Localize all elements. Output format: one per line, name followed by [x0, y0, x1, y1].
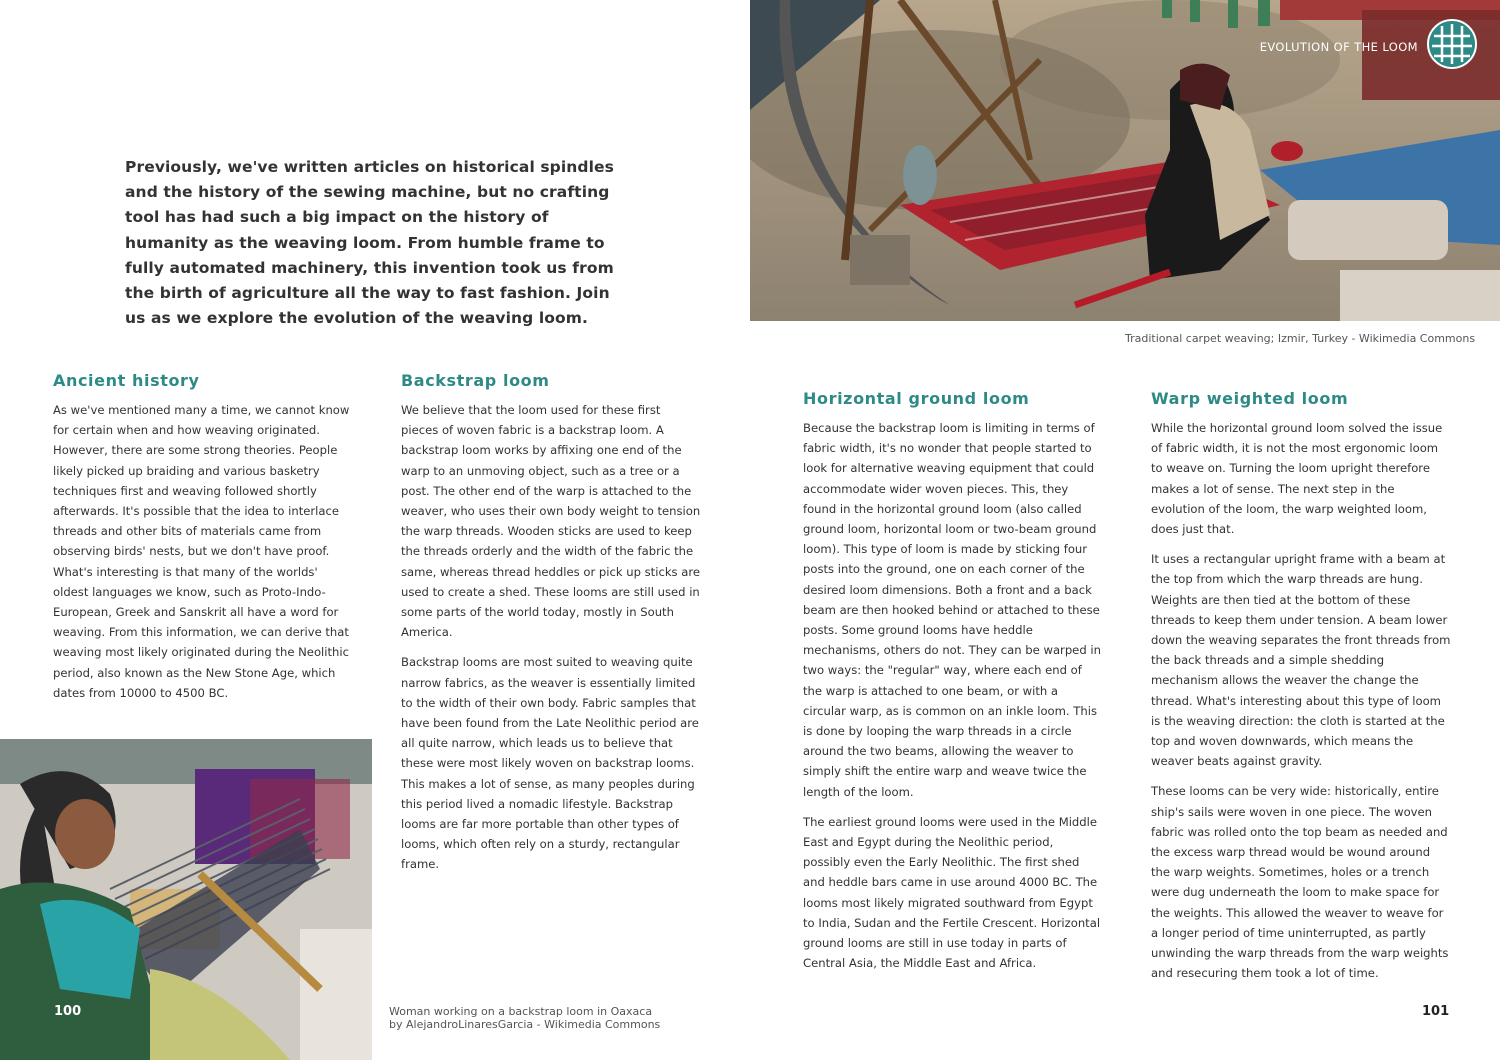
- paragraph: Because the backstrap loom is limiting in terms of fabric width, it's no wonder that people started to look for alternative weaving equipment that could accommodate wider woven pieces. This, they found in the horizontal ground loom (also called ground loom, horizontal loom or two-beam ground loom). This type of loom is made by sticking four posts into the ground, one on each corner of the desired loom dimensions. Both a front and a back beam are then hooked behind or attached to these posts. Some ground looms have heddle mechanisms, others do not. They can be warped in two ways: the "regular" way, where each end of the warp is attached to one beam, or with a circular warp, as is common on an inkle loom. This is done by looping the warp threads in a circle around the two beams, allowing the weaver to simply shift the entire warp and weave twice the length of the loom.: [803, 421, 1101, 799]
- paragraph: The earliest ground looms were used in the Middle East and Egypt during the Neolithic period, possibly even the Early Neolithic. The first shed and heddle bars came in use around 4000 BC. The looms most likely migrated southward from Egypt to India, Sudan and the Fertile Crescent. Horizontal ground looms are still in use today in parts of Central Asia, the Middle East and Africa.: [803, 814, 1101, 971]
- section-heading: Backstrap loom: [401, 371, 550, 390]
- paragraph: As we've mentioned many a time, we cannot know for certain when and how weaving originated. However, there are some strong theories. People likely picked up braiding and various basketry techniques first and weaving followed shortly afterwards. It's possible that the idea to interlace threads and other bits of materials came from observing birds' nests, but we don't have proof. What's interesting is that many of the worlds' oldest languages we know, such as Proto-Indo-European, Greek and Sanskrit all have a word for weaving. From this information, we can derive that weaving most likely originated during the Neolithic period, also known as the New Stone Age, which dates from 10000 to 4500 BC.: [53, 403, 350, 700]
- backstrap-loom-photo: [0, 739, 372, 1060]
- paragraph: While the horizontal ground loom solved the issue of fabric width, it is not the most ergonomic loom to weave on. Turning the loom upright therefore makes a lot of sense. The next step in the evolution of the loom, the warp weighted loom, does just that.: [1151, 421, 1443, 537]
- section-warp-weighted-loom: [1151, 388, 1451, 993]
- section-heading: Ancient history: [53, 371, 200, 390]
- section-backstrap-loom: [401, 370, 701, 885]
- section-heading: Warp weighted loom: [1151, 389, 1349, 408]
- paragraph: Backstrap looms are most suited to weaving quite narrow fabrics, as the weaver is essentially limited to the width of their own body. Fabric samples that have been found from the Late Neolithic period are all quite narrow, which leads us to believe that these were most likely woven on backstrap looms. This makes a lot of sense, as many peoples during this period lived a nomadic lifestyle. Backstrap looms are far more portable than other types of looms, which often rely on a sturdy, rectangular frame.: [401, 655, 699, 872]
- section-heading: Horizontal ground loom: [803, 389, 1030, 408]
- intro-paragraph: Previously, we've written articles on historical spindles and the history of the sewing machine, but no crafting tool has had such a big impact on the history of humanity as the weaving loom. From humble frame to fully automated machinery, this invention took us from the birth of agriculture all the way to fast fashion. Join us as we explore the evolution of the weaving loom.: [125, 158, 614, 328]
- paragraph: These looms can be very wide: historically, entire ship's sails were woven in one piece. The woven fabric was rolled onto the top beam as needed and the excess warp thread would be wound around the warp weights. Sometimes, holes or a trench were dug underneath the loom to make space for the weights. This allowed the weaver to weave for a longer period of time uninterrupted, as partly unwinding the warp threads from the warp weights and resecuring them took a lot of time.: [1151, 784, 1449, 981]
- section-horizontal-ground-loom: [803, 388, 1103, 983]
- paragraph: It uses a rectangular upright frame with a beam at the top from which the warp threads are hung. Weights are then tied at the bottom of these threads to keep them under tension. A beam lower down the weaving separates the front threads from the back threads and a simple shedding mechanism allows the weaver the change the thread. What's interesting about this type of loom is the weaving direction: the cloth is started at the top and woven downwards, which means the weaver beats against gravity.: [1151, 552, 1451, 769]
- page-number-right: 101: [1422, 1004, 1450, 1019]
- page-number-left: 100: [54, 1004, 82, 1019]
- backstrap-photo-caption: [389, 1005, 660, 1031]
- backstrap-caption-line2: by AlejandroLinaresGarcia - Wikimedia Commons: [389, 1018, 661, 1031]
- section-ancient-history: [53, 370, 353, 713]
- carpet-photo-caption: Traditional carpet weaving; Izmir, Turkey - Wikimedia Commons: [1125, 332, 1476, 345]
- section-header-tag: EVOLUTION OF THE LOOM: [1259, 40, 1418, 54]
- paragraph: We believe that the loom used for these first pieces of woven fabric is a backstrap loom. A backstrap loom works by affixing one end of the warp to an unmoving object, such as a tree or a post. The other end of the warp is attached to the weaver, who uses their own body weight to tension the warp threads. Wooden sticks are used to keep the threads orderly and the width of the fabric the same, whereas thread heddles or pick up sticks are used to create a shed. These looms are still used in some parts of the world today, mostly in South America.: [401, 403, 701, 640]
- loom-logo-icon: [1426, 18, 1478, 70]
- backstrap-caption-line1: Woman working on a backstrap loom in Oaxaca: [389, 1005, 653, 1018]
- carpet-weaving-photo: [750, 0, 1500, 321]
